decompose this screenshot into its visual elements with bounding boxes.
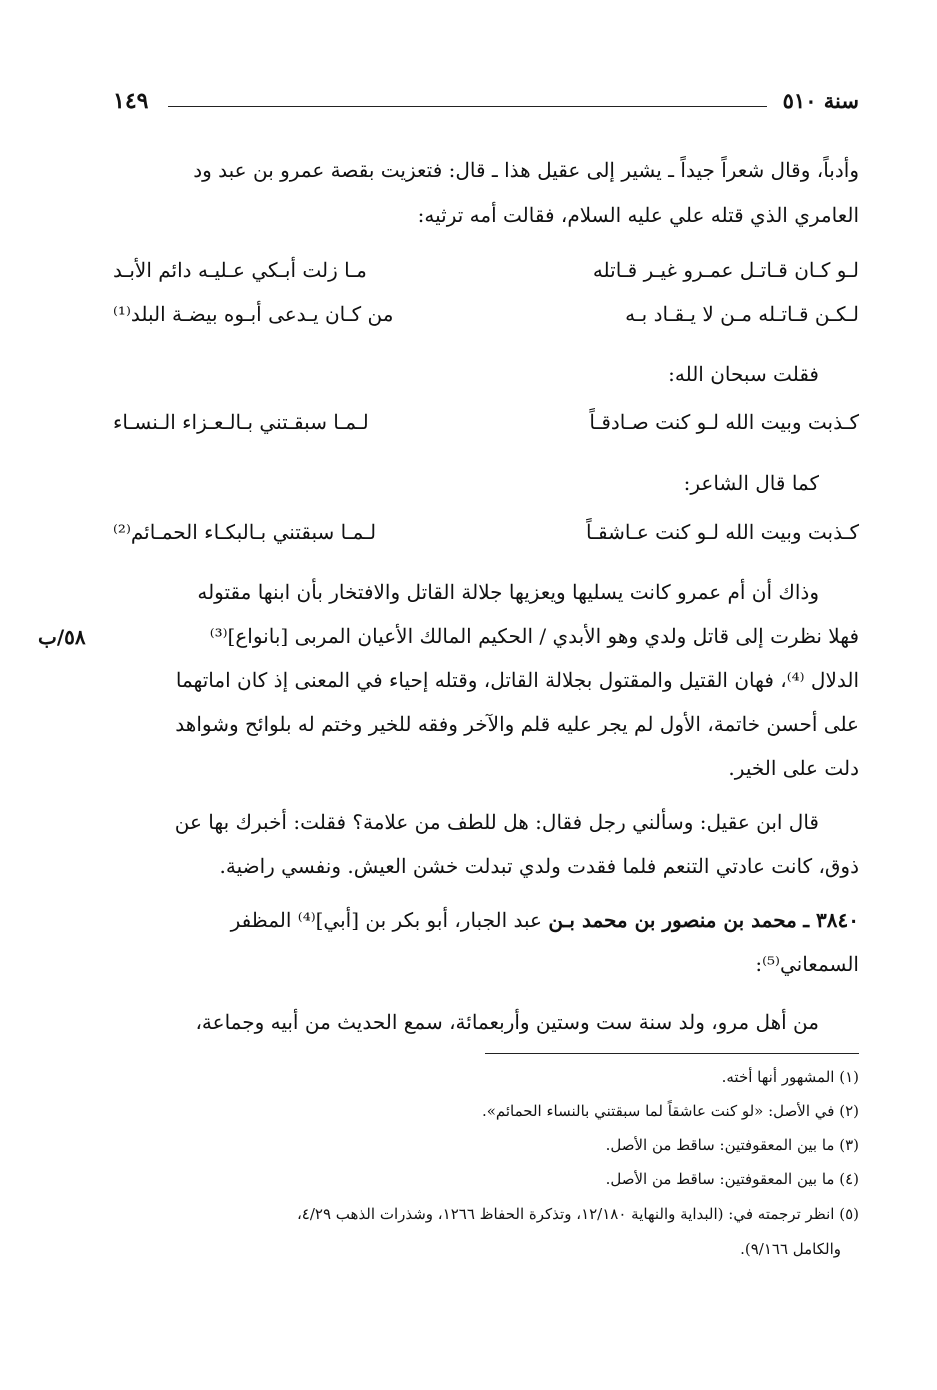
entry-name-rest: عبد الجبار، أبو بكر بن [أبي]⁽⁴⁾ المظفر	[230, 908, 542, 932]
body-line: الدلال ⁽⁴⁾، فهان القتيل والمقتول بجلالة القاتل، وقتله إحياء في المعنى إذ كان اماتهما	[175, 668, 859, 692]
body-line: على أحسن خاتمة، الأول لم يجر عليه قلم والآخر وفقه للخير وختم له بلوائح وشواهد	[175, 712, 859, 736]
entry-heading	[107, 898, 859, 942]
body-line: وأدباً، وقال شعراً جيداً ـ يشير إلى عقيل هذا ـ قال: فتعزيت بقصة عمرو بن عبد ود	[193, 158, 859, 182]
verse-hemistich-left: من كـان يـدعى أبـوه بيضـة البلد⁽¹⁾	[113, 302, 394, 326]
footnote-rule	[485, 1053, 859, 1054]
body-line: العامري الذي قتله علي عليه السلام، فقالت أمه ترثيه:	[417, 203, 859, 227]
body-line: ذوق، كانت عادتي التنعم فلما فقدت ولدي تبدلت خشن العيش. ونفسي راضية.	[219, 854, 859, 878]
footnote: (٤) ما بين المعقوفتين: ساقط من الأصل.	[605, 1170, 859, 1188]
body-line: كما قال الشاعر:	[683, 471, 819, 495]
body-line: قال ابن عقيل: وسألني رجل فقال: هل للطف من علامة؟ فقلت: أخبرك بها عن	[174, 810, 819, 834]
entry-number: ٣٨٤٠ ـ	[803, 908, 859, 932]
footnote-continuation: والكامل ٩/١٦٦).	[740, 1240, 841, 1258]
verse-hemistich-left: لـمـا سبقـتني بـالـعـزاء الـنسـاء	[113, 410, 369, 434]
footnote: (٣) ما بين المعقوفتين: ساقط من الأصل.	[605, 1136, 859, 1154]
running-header-year: سنة ٥١٠	[782, 88, 859, 113]
body-line: وذاك أن أم عمرو كانت يسليها ويعزيها جلالة القاتل والافتخار بأن ابنها مقتوله	[197, 580, 819, 604]
verse-hemistich-right: كـذبت وبيت الله لـو كنت عـاشقـاً	[586, 520, 859, 544]
body-line: السمعاني⁽⁵⁾:	[755, 952, 859, 976]
body-line: من أهل مرو، ولد سنة ست وستين وأربعمائة، سمع الحديث من أبيه وجماعة،	[195, 1010, 819, 1034]
page-number: ١٤٩	[113, 88, 149, 114]
footnote: (٢) في الأصل: «لو كنت عاشقاً لما سبقتني بالنساء الحمائم».	[481, 1102, 859, 1120]
verse-hemistich-left: لـمـا سبقتني بـالبكـاء الحمـائم⁽²⁾	[113, 520, 377, 544]
footnote: (١) المشهور أنها أخته.	[721, 1068, 859, 1086]
header-rule	[168, 106, 767, 107]
verse-hemistich-left: مـا زلت أبـكي عـليـه دائم الأبـد	[113, 258, 367, 282]
body-line: فهلا نظرت إلى قاتل ولدي وهو الأبدي / الحكيم المالك الأعيان المربى [بانواع]⁽³⁾	[209, 624, 859, 648]
manuscript-folio-note: ٥٨/ب	[38, 625, 86, 649]
entry-name: محمد بن منصور بن محمد بـن	[548, 908, 797, 932]
body-line: فقلت سبحان الله:	[668, 362, 819, 386]
verse-hemistich-right: لـكـن قـاتـله مـن لا يـقـاد بـه	[625, 302, 859, 326]
body-line: دلت على الخير.	[728, 756, 859, 780]
verse-hemistich-right: لـو كـان قـاتـل عمـرو غيـر قـاتله	[592, 258, 859, 282]
footnote: (٥) انظر ترجمته في: (البداية والنهاية ١٢/١٨٠، وتذكرة الحفاظ ١٢٦٦، وشذرات الذهب ٤/٢٩،	[296, 1205, 859, 1223]
verse-hemistich-right: كـذبت وبيت الله لـو كنت صـادقـاً	[589, 410, 859, 434]
